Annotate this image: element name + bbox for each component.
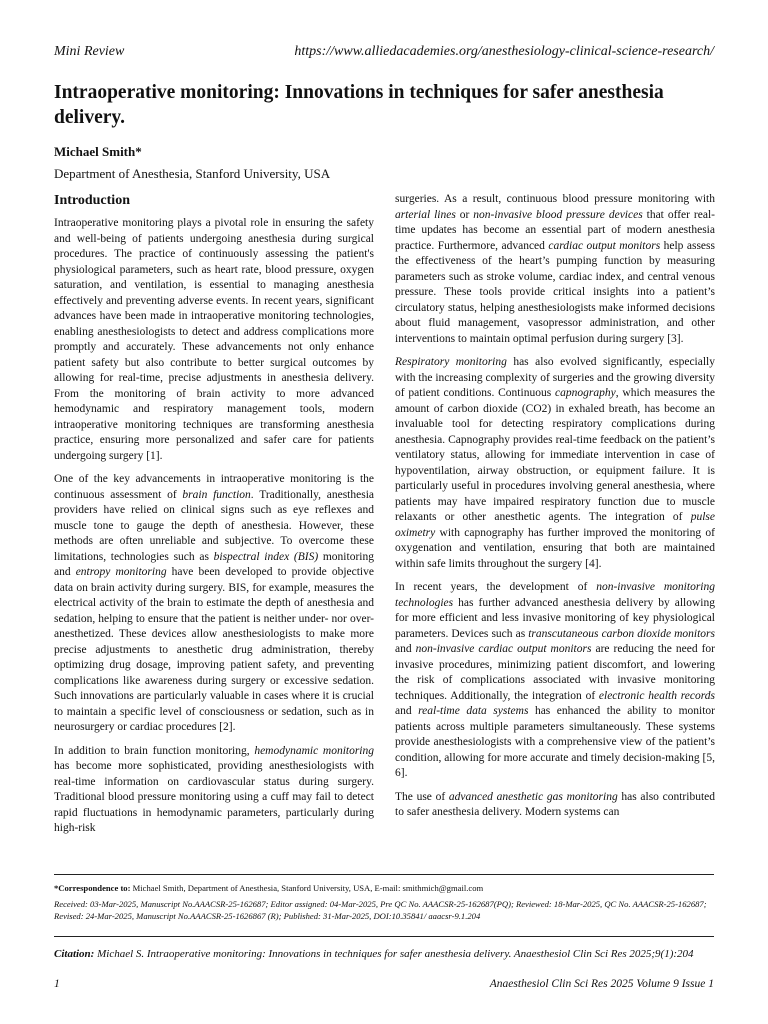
paragraph-2: One of the key advancements in intraoperative monitoring is the continuous assessment of brain function. Traditionally, anesthesia providers have relied on clinical signs such as eye reflexes and muscle tone to gauge the depth of anesthesia. However, these methods are often unreliable and subjective. To overcome these limitations, technologies such as bispectral index (BIS) monitoring and entropy monitoring have been developed to provide objective data on brain activity during surgery. BIS, for example, measures the electrical activity of the brain to estimate the depth of anesthesia and sedation, helping to ensure that the patient is neither under- nor over-anesthetized. These devices allow anesthesiologists to make more precise adjustments to anesthetic drug administration, thereby optimizing drug dosage, improving patient safety, and preventing complications like awareness during surgery or excessive sedation. Such innovations are particularly valuable in cases where it is crucial to maintain a specific level of consciousness or sedation, such as in neurosurgery or cardiac procedures [2]. [54,473,374,733]
correspondence-note: *Correspondence to: Michael Smith, Department of Anesthesia, Stanford University, USA, E-mail: smithmich@gmail.com [54,883,484,893]
journal-url[interactable]: https://www.alliedacademies.org/anesthesiology-clinical-science-research/ [294,44,714,59]
running-header [54,44,714,66]
paragraph-3: In addition to brain function monitoring, hemodynamic monitoring has become more sophisticated, providing anesthesiologists with real-time information on cardiovascular status during surgery. Traditional blood pressure monitoring using a cuff may fail to detect rapid fluctuations in hemodynamic parameters, particularly during high-risk [54,744,375,834]
author-name: Michael Smith* [54,144,142,159]
paragraph-4: Respiratory monitoring has also evolved significantly, especially with the increasing complexity of surgeries and the growing diversity of patient conditions. Continuous capnography, which measures the amount of carbon dioxide (CO2) in exhaled breath, has become an invaluable tool for detecting respiratory complications during anesthesia. Capnography provides real-time feedback on the patient’s ventilatory status, allowing for immediate intervention in case of hypoventilation, airway obstruction, or equipment failure. It is particularly useful in procedures involving general anesthesia, where patients may have impaired respiratory function due to muscle relaxants or other anesthetic agents. The integration of pulse oximetry with capnography has further improved the monitoring of oxygenation and ventilation, ensuring that both are maintained within safe limits throughout the surgery [4]. [395,356,715,570]
left-column [54,192,374,845]
manuscript-history: Received: 03-Mar-2025, Manuscript No.AAACSR-25-162687; Editor assigned: 04-Mar-2025, Pre QC No. AAACSR-25-162687(PQ); Reviewed: 18-Mar-2025, QC No. AAACSR-25-162687; Revised: 24-Mar-2025, Manuscript No.AAACSR-25-1626867 (R); Published: 31-Mar-2025, DOI:10.35841/ aaacsr-9.1.204 [54,899,707,921]
citation-divider [54,936,714,937]
journal-issue: Anaesthesiol Clin Sci Res 2025 Volume 9 Issue 1 [489,978,714,990]
citation: Citation: Michael S. Intraoperative monitoring: Innovations in techniques for safer anesthesia delivery. Anaesthesiol Clin Sci Res 2025;9(1):204 [54,948,694,960]
right-column [395,192,715,829]
paragraph-5: In recent years, the development of non-invasive monitoring technologies has further advanced anesthesia delivery by allowing for more efficient and less invasive monitoring of key physiological parameters. Devices such as transcutaneous carbon dioxide monitors and non-invasive cardiac output monitors are reducing the need for invasive procedures, minimizing patient discomfort, and lowering the risk of complications associated with invasive monitoring techniques. Additionally, the integration of electronic health records and real-time data systems has enhanced the ability to monitor patients across multiple parameters simultaneously. These systems provide anesthesiologists with a comprehensive view of the patient’s condition, allowing for more accurate and timely decision-making [5, 6]. [395,581,715,779]
article-title: Intraoperative monitoring: Innovations in techniques for safer anesthesia delivery. [54,82,664,128]
paragraph-1: Intraoperative monitoring plays a pivotal role in ensuring the safety and well-being of patients undergoing anesthesia during surgical procedures. The practice of continuously assessing the patient's physiological parameters, such as heart rate, blood pressure, oxygen saturation, and ventilation, is essential to managing anesthesia effectively and preventing adverse events. In recent years, significant advances have been made in intraoperative monitoring technologies, enabling anesthesiologists to detect and address complications more promptly and accurately. These advancements not only enhance patient safety but also contribute to better surgical outcomes by allowing for real-time, precise adjustments in anesthesia delivery. From the monitoring of brain activity to more advanced hemodynamic and respiratory management tools, modern intraoperative monitoring techniques are transforming anesthesia practice, ensuring more personalized and safer care for patients undergoing surgery [1]. [54,217,374,462]
paragraph-6: The use of advanced anesthetic gas monitoring has also contributed to safer anesthesia delivery. Modern systems can [395,790,715,818]
footnote-divider [54,874,714,875]
author-affiliation: Department of Anesthesia, Stanford University, USA [54,166,331,181]
page-number: 1 [54,978,60,990]
article-type: Mini Review [54,44,125,59]
paragraph-3-continued: surgeries. As a result, continuous blood pressure monitoring with arterial lines or non-invasive blood pressure devices that offer real-time updates has become an essential part of modern anesthesia practice. Furthermore, advanced cardiac output monitors help assess the effectiveness of the heart’s pumping function by measuring parameters such as stroke volume, cardiac index, and central venous pressure. These tools provide critical insights into a patient’s circulatory status, helping anesthesiologists make informed decisions about fluid management, vasopressor administration, and other interventions to maintain optimal perfusion during surgery [3]. [395,193,715,345]
page-footer [54,978,714,994]
section-heading-introduction: Introduction [54,193,130,208]
